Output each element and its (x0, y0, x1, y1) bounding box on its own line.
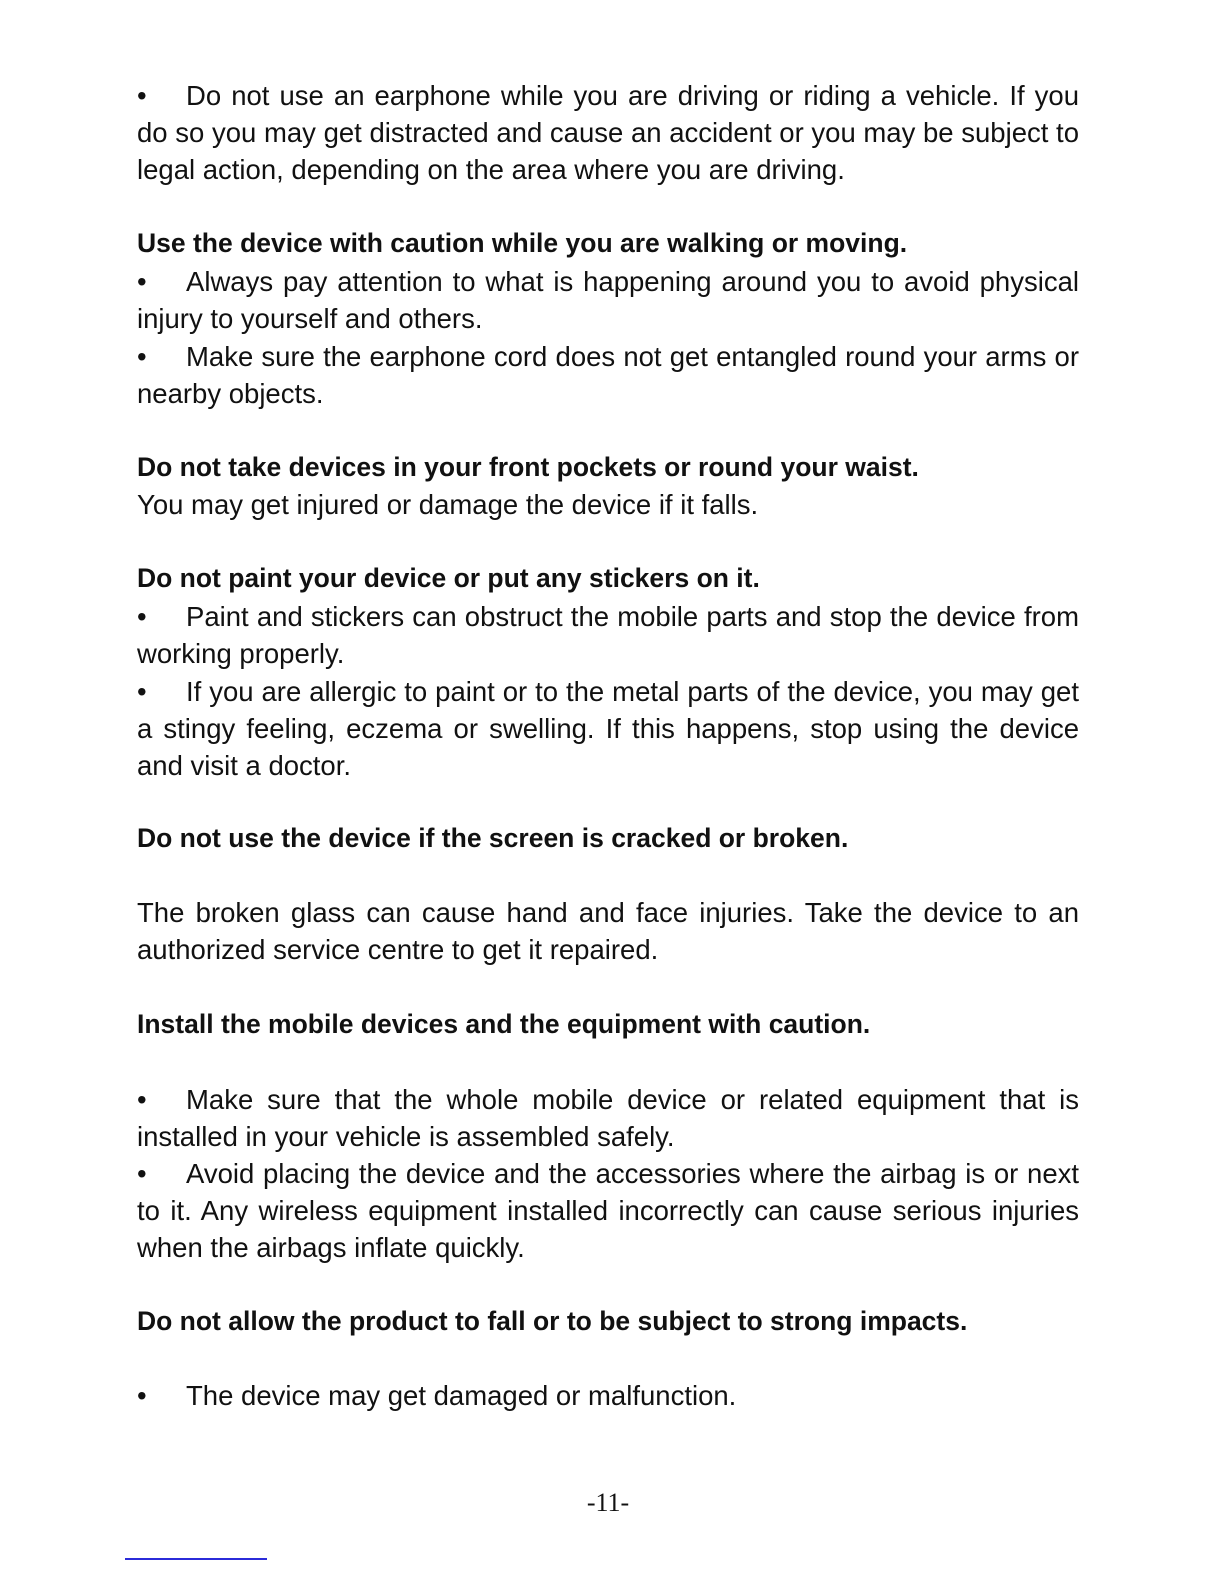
heading-paint-stickers: Do not paint your device or put any stickers on it. (137, 563, 760, 593)
heading-walking-caution: Use the device with caution while you are walking or moving. (137, 228, 908, 258)
bullet-marker: • (137, 676, 147, 707)
document-page (137, 0, 1079, 1584)
bullet-marker: • (137, 1158, 147, 1189)
page-number: -11- (586, 1488, 630, 1517)
bullet-text: Do not use an earphone while you are driving or riding a vehicle. If you do so you may get distracted and cause an accident or you may be subject to legal action, depending on the area where you are driving. (137, 80, 1079, 185)
bullet-allergic (137, 673, 1079, 784)
bullet-marker: • (137, 1380, 147, 1411)
bullet-pay-attention (137, 263, 1079, 337)
bullet-text: Paint and stickers can obstruct the mobile parts and stop the device from working properly. (137, 601, 1079, 669)
bullet-marker: • (137, 601, 147, 632)
bullet-marker: • (137, 266, 147, 297)
heading-cracked-screen: Do not use the device if the screen is cracked or broken. (137, 823, 849, 853)
bullet-marker: • (137, 341, 147, 372)
bullet-text: Make sure the earphone cord does not get entangled round your arms or nearby objects. (137, 341, 1079, 409)
bullet-paint-obstruct (137, 598, 1079, 672)
bullet-text: Make sure that the whole mobile device or related equipment that is installed in your vehicle is assembled safely. (137, 1084, 1079, 1152)
bullet-text: Avoid placing the device and the accessories where the airbag is or next to it. Any wireless equipment installed incorrectly can cause serious injuries when the airbags inflate quickly. (137, 1158, 1079, 1263)
paragraph-broken-glass: The broken glass can cause hand and face injuries. Take the device to an authorized service centre to get it repaired. (137, 897, 1079, 965)
footer-rule (125, 1558, 267, 1560)
bullet-assembled-safely (137, 1081, 1079, 1155)
bullet-marker: • (137, 80, 147, 111)
paragraph-injury-fall: You may get injured or damage the device if it falls. (137, 489, 759, 520)
bullet-earphone-driving (137, 77, 1079, 188)
heading-install-caution: Install the mobile devices and the equipment with caution. (137, 1009, 871, 1039)
bullet-marker: • (137, 1084, 147, 1115)
bullet-text: Always pay attention to what is happening around you to avoid physical injury to yourself and others. (137, 266, 1079, 334)
bullet-text: The device may get damaged or malfunction. (186, 1380, 737, 1411)
bullet-earphone-cord (137, 338, 1079, 412)
heading-front-pockets: Do not take devices in your front pockets or round your waist. (137, 452, 919, 482)
bullet-text: If you are allergic to paint or to the metal parts of the device, you may get a stingy feeling, eczema or swelling. If this happens, stop using the device and visit a doctor. (137, 676, 1079, 781)
heading-strong-impacts: Do not allow the product to fall or to be subject to strong impacts. (137, 1306, 968, 1336)
bullet-airbag (137, 1155, 1079, 1266)
bullet-damaged-malfunction (137, 1377, 1079, 1414)
